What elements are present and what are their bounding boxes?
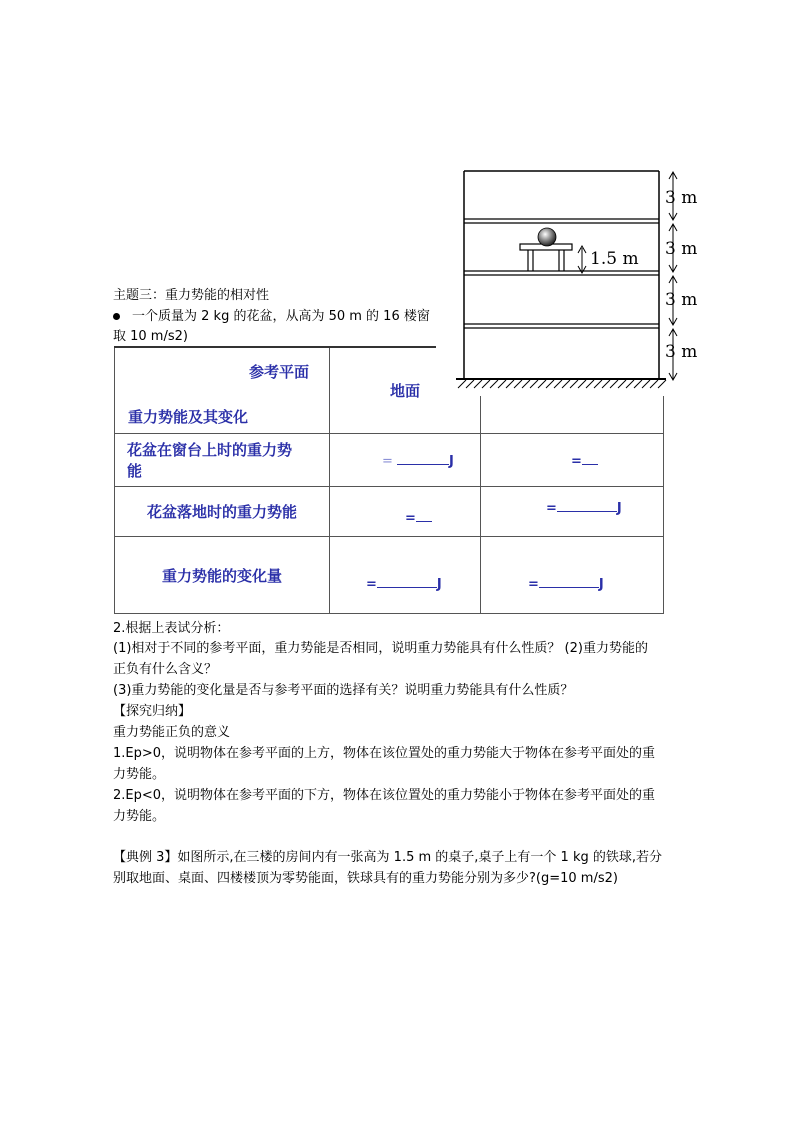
row-label-line2: 能: [127, 461, 143, 480]
row-label-line1: 重力势能的变化量: [161, 566, 282, 585]
row-col2-cell: [481, 486, 664, 536]
section-title: 主题三：重力势能的相对性: [113, 288, 270, 303]
row-label-line1: 花盆在窗台上时的重力势: [127, 440, 293, 459]
analysis-q1-line2: 正负有什么含义？: [113, 662, 218, 677]
summary-heading: 【探究归纳】: [113, 704, 192, 719]
analysis-q1-line1: (1)相对于不同的参考平面，重力势能是否相同，说明重力势能具有什么性质？ (2)重力势能的: [113, 641, 648, 656]
question-line-1: [113, 306, 430, 327]
summary-item1-line2: 力势能。: [113, 767, 166, 782]
row-label-cell: [115, 486, 330, 536]
row-col2-cell: [481, 433, 664, 486]
header-energy-change: 重力势能及其变化: [128, 408, 249, 426]
row-label-line1: 花盆落地时的重力势能: [146, 502, 297, 521]
blank-line[interactable]: [557, 498, 617, 512]
eq-sign: =: [405, 510, 416, 526]
summary-title: 重力势能正负的意义: [113, 725, 231, 740]
height-label-floor2: 3 m: [665, 290, 698, 310]
example-line1: 【典例 3】如图所示,在三楼的房间内有一张高为 1.5 m 的桌子,桌子上有一个 1 kg 的铁球,若分: [113, 850, 662, 865]
height-label-floor1: 3 m: [665, 342, 698, 362]
table-row: [115, 536, 664, 613]
unit-j: J: [598, 577, 604, 592]
row-col1-cell: [330, 486, 481, 536]
row-label-cell: [115, 433, 330, 486]
row-col1-cell: [330, 433, 481, 486]
row-col2-cell: [481, 536, 664, 613]
summary-item2-line1: 2.Ep<0，说明物体在参考平面的下方，物体在该位置处的重力势能小于物体在参考平面处的重: [113, 788, 656, 803]
eq-sign: =: [382, 454, 398, 469]
header-ground: 地面: [389, 381, 420, 400]
unit-j: J: [616, 500, 622, 516]
example-line2: 别取地面、桌面、四楼楼顶为零势能面，铁球具有的重力势能分别为多少?(g=10 m/s2): [113, 871, 618, 886]
unit-j: J: [449, 454, 454, 469]
eq-sign: =: [366, 577, 377, 592]
blank-line[interactable]: [377, 574, 437, 588]
summary-item2-line2: 力势能。: [113, 809, 166, 824]
eq-sign: =: [528, 577, 539, 592]
header-reference-plane: 参考平面: [249, 363, 310, 381]
summary-item1-line1: 1.Ep>0，说明物体在参考平面的上方，物体在该位置处的重力势能大于物体在参考平面处的重: [113, 746, 656, 761]
blank-line[interactable]: [582, 451, 598, 465]
eq-sign: =: [546, 500, 557, 516]
analysis-heading: 2.根据上表试分析：: [113, 621, 230, 636]
header-diagonal-cell: [115, 347, 330, 433]
height-label-floor3: 3 m: [665, 239, 698, 259]
row-label-cell: [115, 536, 330, 613]
table-row: [115, 486, 664, 536]
height-label-floor4: 3 m: [665, 188, 698, 208]
row-col1-cell: [330, 536, 481, 613]
blank-line[interactable]: [416, 508, 432, 522]
unit-j: J: [436, 577, 442, 592]
question-line-2: 取 10 m/s2): [113, 329, 188, 344]
bullet-icon: [113, 313, 120, 320]
blank-line[interactable]: [539, 574, 599, 588]
analysis-q3: (3)重力势能的变化量是否与参考平面的选择有关？说明重力势能具有什么性质？: [113, 683, 574, 698]
question-text-1: 一个质量为 2 kg 的花盆，从高为 50 m 的 16 楼窗: [132, 309, 430, 324]
building-figure: [436, 160, 716, 396]
table-row: [115, 433, 664, 486]
table-height-label: 1.5 m: [590, 249, 639, 269]
eq-sign: =: [571, 454, 582, 469]
blank-line[interactable]: [397, 451, 449, 465]
